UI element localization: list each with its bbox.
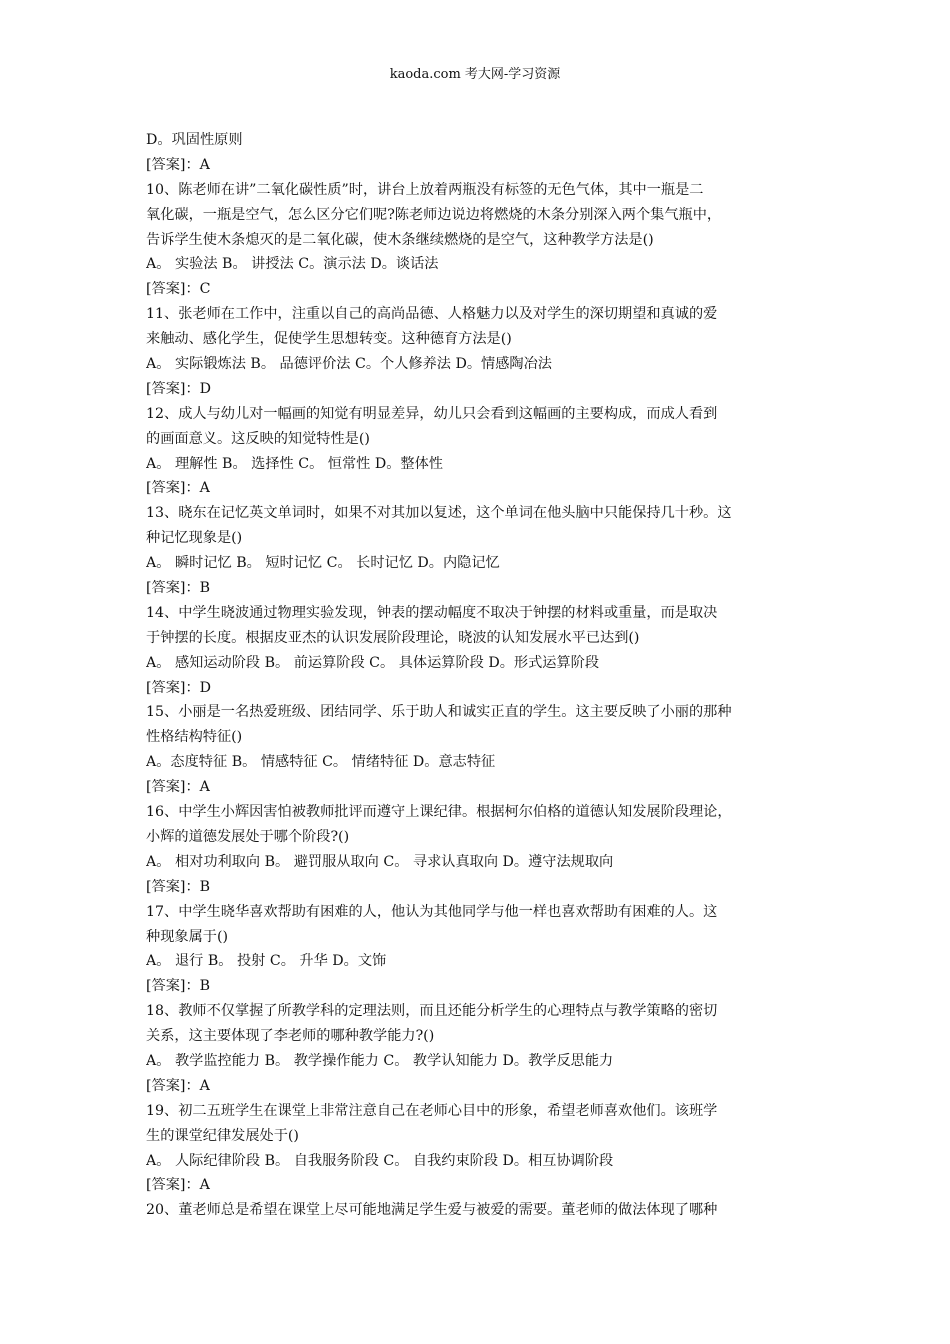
options-line: A。态度特征 B。 情感特征 C。 情绪特征 D。意志特征 — [146, 754, 496, 771]
question-line: 12、成人与幼儿对一幅画的知觉有明显差异，幼儿只会看到这幅画的主要构成，而成人看到 — [146, 405, 718, 422]
answer-line: [答案]：A — [146, 1077, 210, 1094]
answer-line: [答案]：B — [146, 878, 211, 895]
question-line: 17、中学生晓华喜欢帮助有困难的人，他认为其他同学与他一样也喜欢帮助有困难的人。这 — [146, 903, 718, 920]
answer-line: [答案]：A — [146, 480, 210, 497]
answer-line: [答案]：D — [146, 380, 212, 397]
answer-line: [答案]：B — [146, 978, 211, 995]
text-line: 氧化碳，一瓶是空气，怎么区分它们呢?陈老师边说边将燃烧的木条分别深入两个集气瓶中， — [146, 206, 722, 223]
options-line: A。 教学监控能力 B。 教学操作能力 C。 教学认知能力 D。教学反思能力 — [146, 1052, 614, 1069]
text-line: 性格结构特征() — [146, 729, 243, 746]
answer-line: [答案]：A — [146, 1177, 210, 1194]
answer-line: [答案]：A — [146, 156, 210, 173]
page-header: kaoda.com 考大网-学习资源 — [389, 67, 561, 82]
text-line: 告诉学生使木条熄灭的是二氧化碳，使木条继续燃烧的是空气，这种教学方法是() — [146, 231, 654, 248]
question-line: 15、小丽是一名热爱班级、团结同学、乐于助人和诚实正直的学生。这主要反映了小丽的那种 — [146, 704, 732, 721]
text-line: 于钟摆的长度。根据皮亚杰的认识发展阶段理论，晓波的认知发展水平已达到() — [146, 629, 640, 646]
answer-line: [答案]：C — [146, 281, 211, 298]
options-line: A。 感知运动阶段 B。 前运算阶段 C。 具体运算阶段 D。形式运算阶段 — [146, 654, 600, 671]
options-line: A。 相对功利取向 B。 避罚服从取向 C。 寻求认真取向 D。遵守法规取向 — [146, 853, 614, 870]
question-line: 14、中学生晓波通过物理实验发现，钟表的摆动幅度不取决于钟摆的材料或重量，而是取决 — [146, 604, 718, 621]
answer-line: [答案]：D — [146, 679, 212, 696]
options-line: A。 实验法 B。 讲授法 C。演示法 D。谈话法 — [146, 256, 439, 273]
options-line: A。 理解性 B。 选择性 C。 恒常性 D。整体性 — [146, 455, 443, 472]
question-line: 19、初二五班学生在课堂上非常注意自己在老师心目中的形象，希望老师喜欢他们。该班学 — [146, 1102, 718, 1119]
options-line: A。 人际纪律阶段 B。 自我服务阶段 C。 自我约束阶段 D。相互协调阶段 — [146, 1152, 614, 1169]
answer-line: [答案]：A — [146, 779, 210, 796]
question-line: 18、教师不仅掌握了所教学科的定理法则，而且还能分析学生的心理特点与教学策略的密切 — [146, 1003, 718, 1020]
answer-line: [答案]：B — [146, 580, 211, 597]
text-line: D。巩固性原则 — [146, 132, 243, 148]
question-line: 11、张老师在工作中，注重以自己的高尚品德、人格魅力以及对学生的深切期望和真诚的爱 — [146, 306, 718, 323]
text-line: 生的课堂纪律发展处于() — [146, 1127, 299, 1144]
options-line: A。 实际锻炼法 B。 品德评价法 C。个人修养法 D。情感陶冶法 — [146, 356, 552, 373]
question-line: 10、陈老师在讲”二氧化碳性质”时，讲台上放着两瓶没有标签的无色气体，其中一瓶是二 — [146, 181, 704, 198]
document-body — [146, 128, 826, 1223]
options-line: A。 瞬时记忆 B。 短时记忆 C。 长时记忆 D。内隐记忆 — [146, 555, 500, 572]
text-line: 种记忆现象是() — [146, 530, 243, 547]
question-line: 16、中学生小辉因害怕被教师批评而遵守上课纪律。根据柯尔伯格的道德认知发展阶段理论， — [146, 804, 732, 821]
text-line: 的画面意义。这反映的知觉特性是() — [146, 430, 370, 447]
text-line: 来触动、感化学生，促使学生思想转变。这种德育方法是() — [146, 331, 512, 348]
text-line: 种现象属于() — [146, 928, 229, 945]
options-line: A。 退行 B。 投射 C。 升华 D。文饰 — [146, 953, 387, 970]
text-line: 关系，这主要体现了李老师的哪种教学能力?() — [146, 1028, 435, 1045]
text-line: 小辉的道德发展处于哪个阶段?() — [146, 828, 350, 845]
question-line: 13、晓东在记忆英文单词时，如果不对其加以复述，这个单词在他头脑中只能保持几十秒。这 — [146, 505, 732, 522]
question-line: 20、董老师总是希望在课堂上尽可能地满足学生爱与被爱的需要。董老师的做法体现了哪种 — [146, 1202, 718, 1219]
